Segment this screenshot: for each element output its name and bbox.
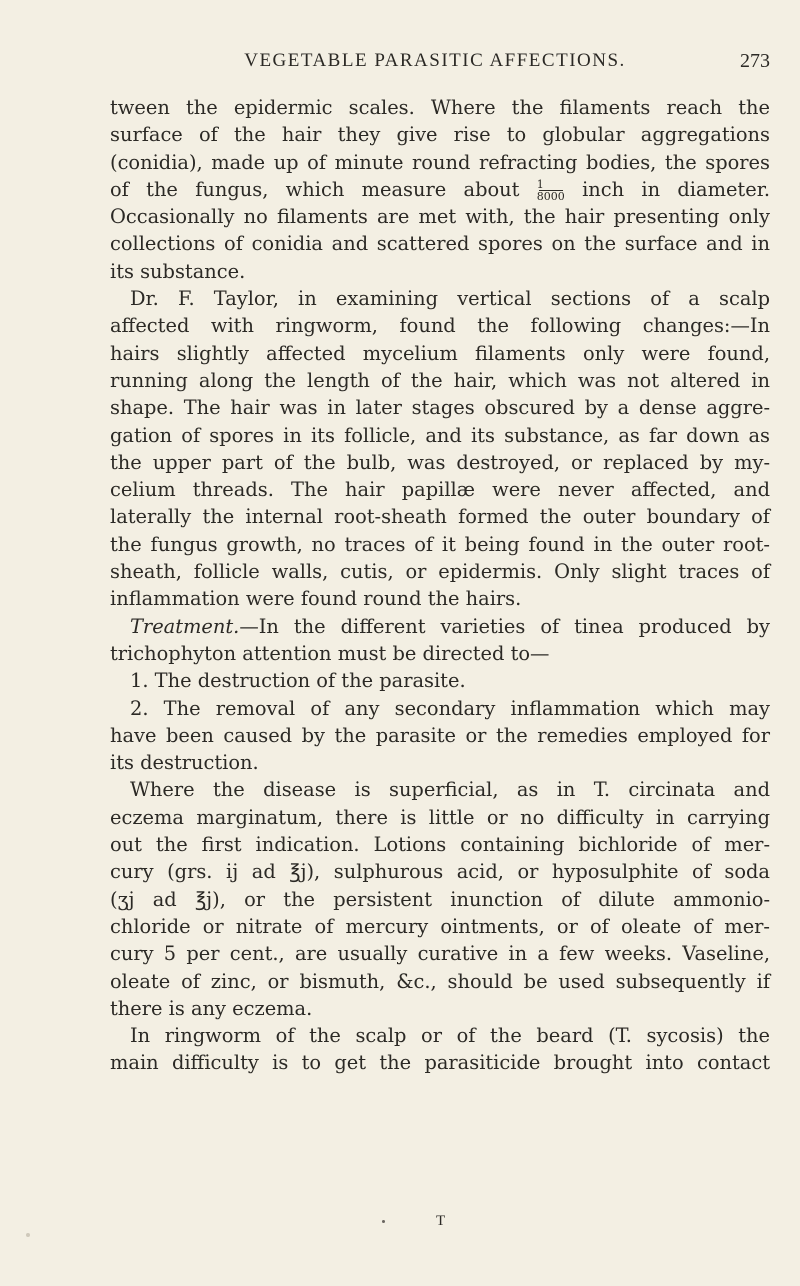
text-line: trichophyton attention must be directed to— bbox=[110, 641, 550, 665]
text-line: shape. The hair was in later stages obscured by a dense aggre- bbox=[110, 396, 770, 420]
page-header bbox=[100, 50, 770, 80]
paper-speck bbox=[26, 1233, 30, 1237]
text-line: collections of conidia and scattered spores on the surface and in bbox=[110, 232, 770, 256]
text-line: have been caused by the parasite or the remedies employed for bbox=[110, 723, 770, 747]
text-line: tween the epidermic scales. Where the filaments reach the bbox=[110, 96, 770, 119]
text-line: chloride or nitrate of mercury ointments, or of oleate of mer- bbox=[110, 914, 770, 938]
list-item-1 bbox=[110, 667, 770, 694]
paragraph-superficial bbox=[110, 776, 770, 1022]
text-line: its substance. bbox=[110, 259, 246, 283]
paragraph-1 bbox=[110, 94, 770, 285]
paragraph-treatment bbox=[110, 613, 770, 668]
text-line: gation of spores in its follicle, and its substance, as far down as bbox=[110, 423, 770, 447]
text-line: its destruction. bbox=[110, 751, 259, 775]
text-line: 2. The removal of any secondary inflammation which may bbox=[130, 696, 770, 720]
text-line: sheath, follicle walls, cutis, or epidermis. Only slight traces of bbox=[110, 560, 770, 584]
fraction-numerator: 1 bbox=[536, 177, 544, 191]
text-fragment: —In the different varieties of tinea produced by bbox=[239, 614, 770, 638]
text-line: the fungus growth, no traces of it being found in the outer root- bbox=[110, 532, 770, 556]
text-line: 1. The destruction of the parasite. bbox=[130, 669, 466, 693]
paragraph-2 bbox=[110, 285, 770, 613]
text-line: cury 5 per cent., are usually curative in a few weeks. Vaseline, bbox=[110, 942, 770, 966]
text-line: there is any eczema. bbox=[110, 996, 313, 1020]
italic-heading: Treatment. bbox=[130, 614, 240, 638]
list-item-2 bbox=[110, 695, 770, 777]
text-line: the upper part of the bulb, was destroyed, or replaced by my- bbox=[110, 450, 770, 474]
text-line: cury (grs. ij ad ℥j), sulphurous acid, or hyposulphite of soda bbox=[110, 860, 770, 884]
text-line: affected with ringworm, found the following changes:—In bbox=[110, 314, 770, 338]
body-text bbox=[110, 94, 770, 1077]
running-title: VEGETABLE PARASITIC AFFECTIONS. bbox=[244, 50, 626, 71]
text-line: Occasionally no filaments are met with, the hair presenting only bbox=[110, 205, 770, 229]
text-line: celium threads. The hair papillæ were never affected, and bbox=[110, 478, 770, 502]
text-line: surface of the hair they give rise to globular aggregations bbox=[110, 123, 770, 147]
ink-speck bbox=[382, 1220, 385, 1223]
text-line: (ʒj ad ℥j), or the persistent inunction of dilute ammonio- bbox=[110, 887, 770, 911]
text-line: Dr. F. Taylor, in examining vertical sections of a scalp bbox=[130, 287, 770, 311]
text-line: hairs slightly affected mycelium filaments only were found, bbox=[110, 341, 770, 365]
text-line: Where the disease is superficial, as in T. circinata and bbox=[130, 778, 770, 802]
text-line: In ringworm of the scalp or of the beard (T. sycosis) the bbox=[130, 1024, 770, 1048]
text-line: out the first indication. Lotions containing bichloride of mer- bbox=[110, 833, 770, 857]
text-line: oleate of zinc, or bismuth, &c., should be used subsequently if bbox=[110, 969, 770, 993]
page-number: 273 bbox=[740, 50, 770, 72]
text-fragment: of the fungus, which measure about bbox=[110, 177, 537, 201]
text-line: (conidia), made up of minute round refracting bodies, the spores bbox=[110, 150, 770, 174]
text-line-with-fraction bbox=[110, 176, 770, 203]
text-line: running along the length of the hair, which was not altered in bbox=[110, 368, 770, 392]
paragraph-ringworm bbox=[110, 1022, 770, 1077]
text-line: laterally the internal root-sheath formed the outer boundary of bbox=[110, 505, 770, 529]
text-line: main difficulty is to get the parasiticide brought into contact bbox=[110, 1051, 770, 1075]
text-fragment: inch in diameter. bbox=[564, 177, 771, 201]
signature-mark: T bbox=[436, 1213, 446, 1229]
text-line: eczema marginatum, there is little or no difficulty in carrying bbox=[110, 805, 770, 829]
fraction bbox=[536, 177, 565, 203]
fraction-denominator: 8000 bbox=[536, 189, 565, 203]
text-line bbox=[110, 613, 770, 640]
text-line: inflammation were found round the hairs. bbox=[110, 587, 522, 611]
